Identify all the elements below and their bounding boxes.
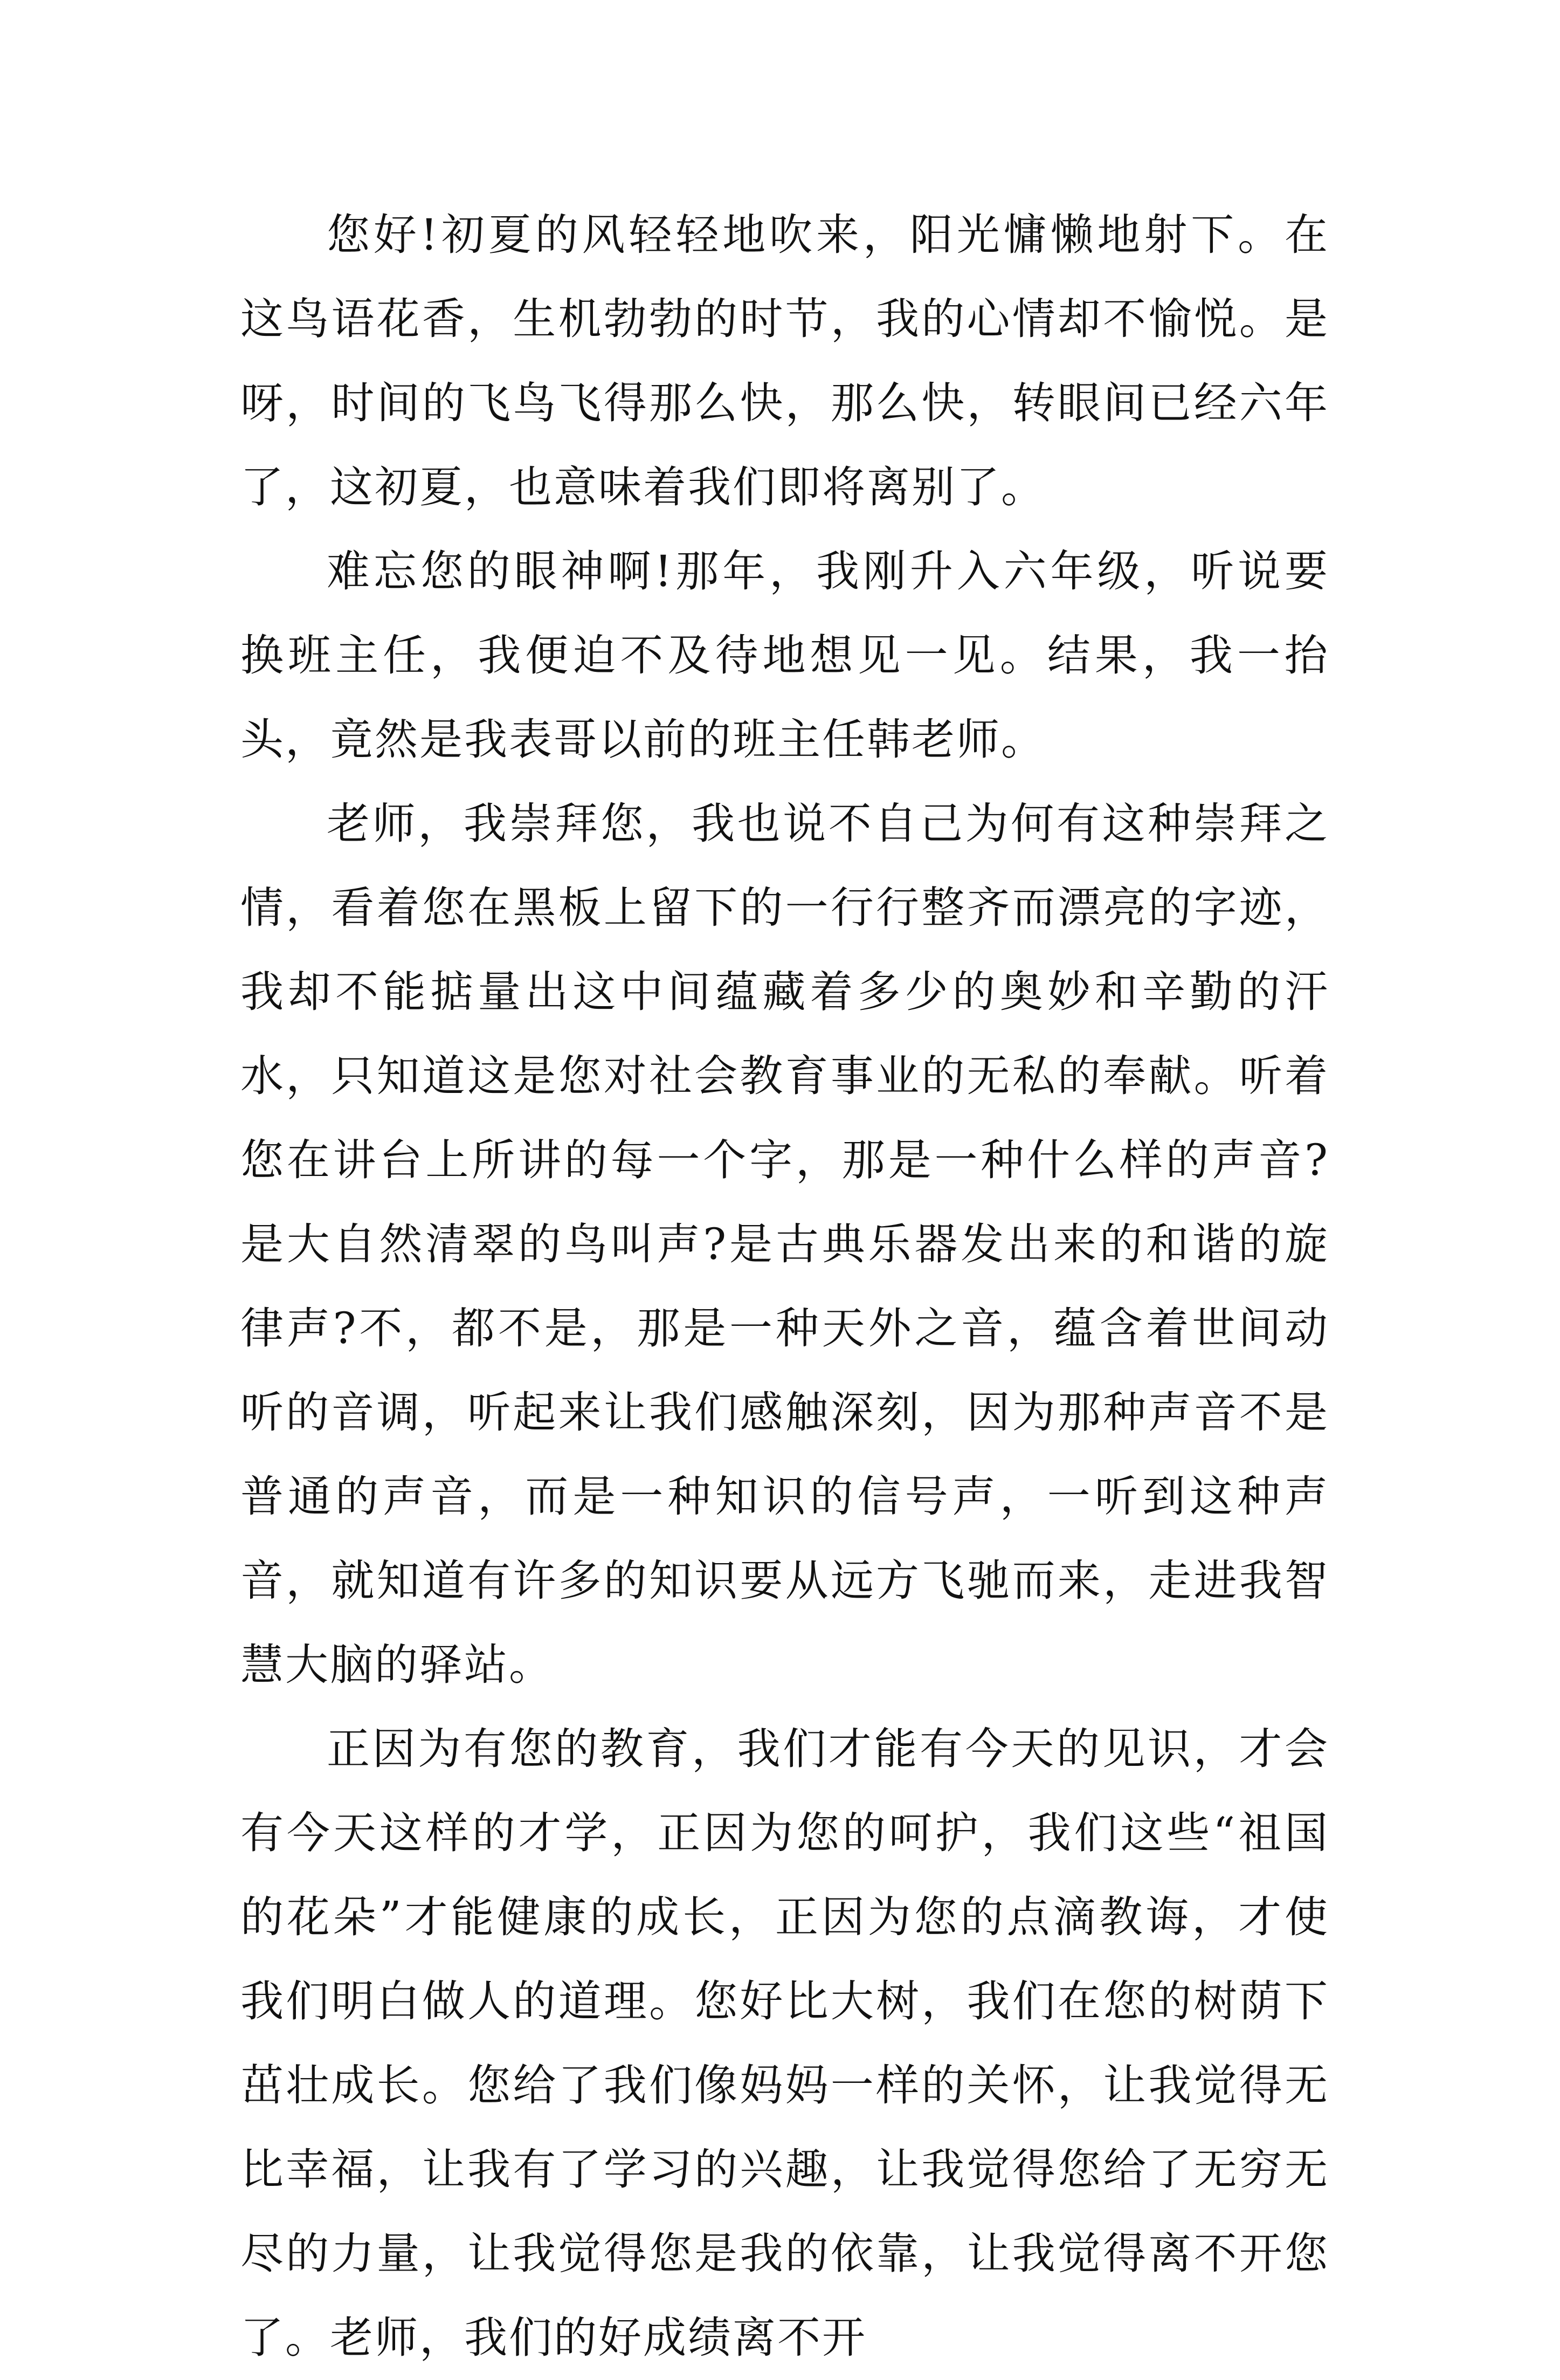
paragraph-greeting: 您好!初夏的风轻轻地吹来，阳光慵懒地射下。在这鸟语花香，生机勃勃的时节，我的心情却不愉悦。是呀，时间的飞鸟飞得那么快，那么快，转眼间已经六年了，这初夏，也意味着我们即将离别了。 — [240, 210, 1329, 512]
paragraph-teacher-eyes: 难忘您的眼神啊!那年，我刚升入六年级，听说要换班主任，我便迫不及待地想见一见。结果，我一抬头，竟然是我表哥以前的班主任韩老师。 — [240, 546, 1329, 765]
paragraph-gratitude: 正因为有您的教育，我们才能有今天的见识，才会有今天这样的才学，正因为您的呵护，我们这些“祖国的花朵”才能健康的成长，正因为您的点滴教诲，才使我们明白做人的道理。您好比大树，我们在您的树荫下茁壮成长。您给了我们像妈妈一样的关怀，让我觉得无比幸福，让我有了学习的兴趣，让我觉得您给了无穷无尽的力量，让我觉得您是我的依靠，让我觉得离不开您了。老师，我们的好成绩离不开 — [240, 1724, 1329, 2363]
document-body — [240, 193, 1329, 2380]
paragraph-admiration: 老师，我崇拜您，我也说不自己为何有这种崇拜之情，看着您在黑板上留下的一行行整齐而漂亮的字迹，我却不能掂量出这中间蕴藏着多少的奥妙和辛勤的汗水，只知道这是您对社会教育事业的无私的奉献。听着您在讲台上所讲的每一个字，那是一种什么样的声音?是大自然清翠的鸟叫声?是古典乐器发出来的和谐的旋律声?不，都不是，那是一种天外之音，蕴含着世间动听的音调，听起来让我们感触深刻，因为那种声音不是普通的声音，而是一种知识的信号声，一听到这种声音，就知道有许多的知识要从远方飞驰而来，走进我智慧大脑的驿站。 — [240, 799, 1329, 1690]
